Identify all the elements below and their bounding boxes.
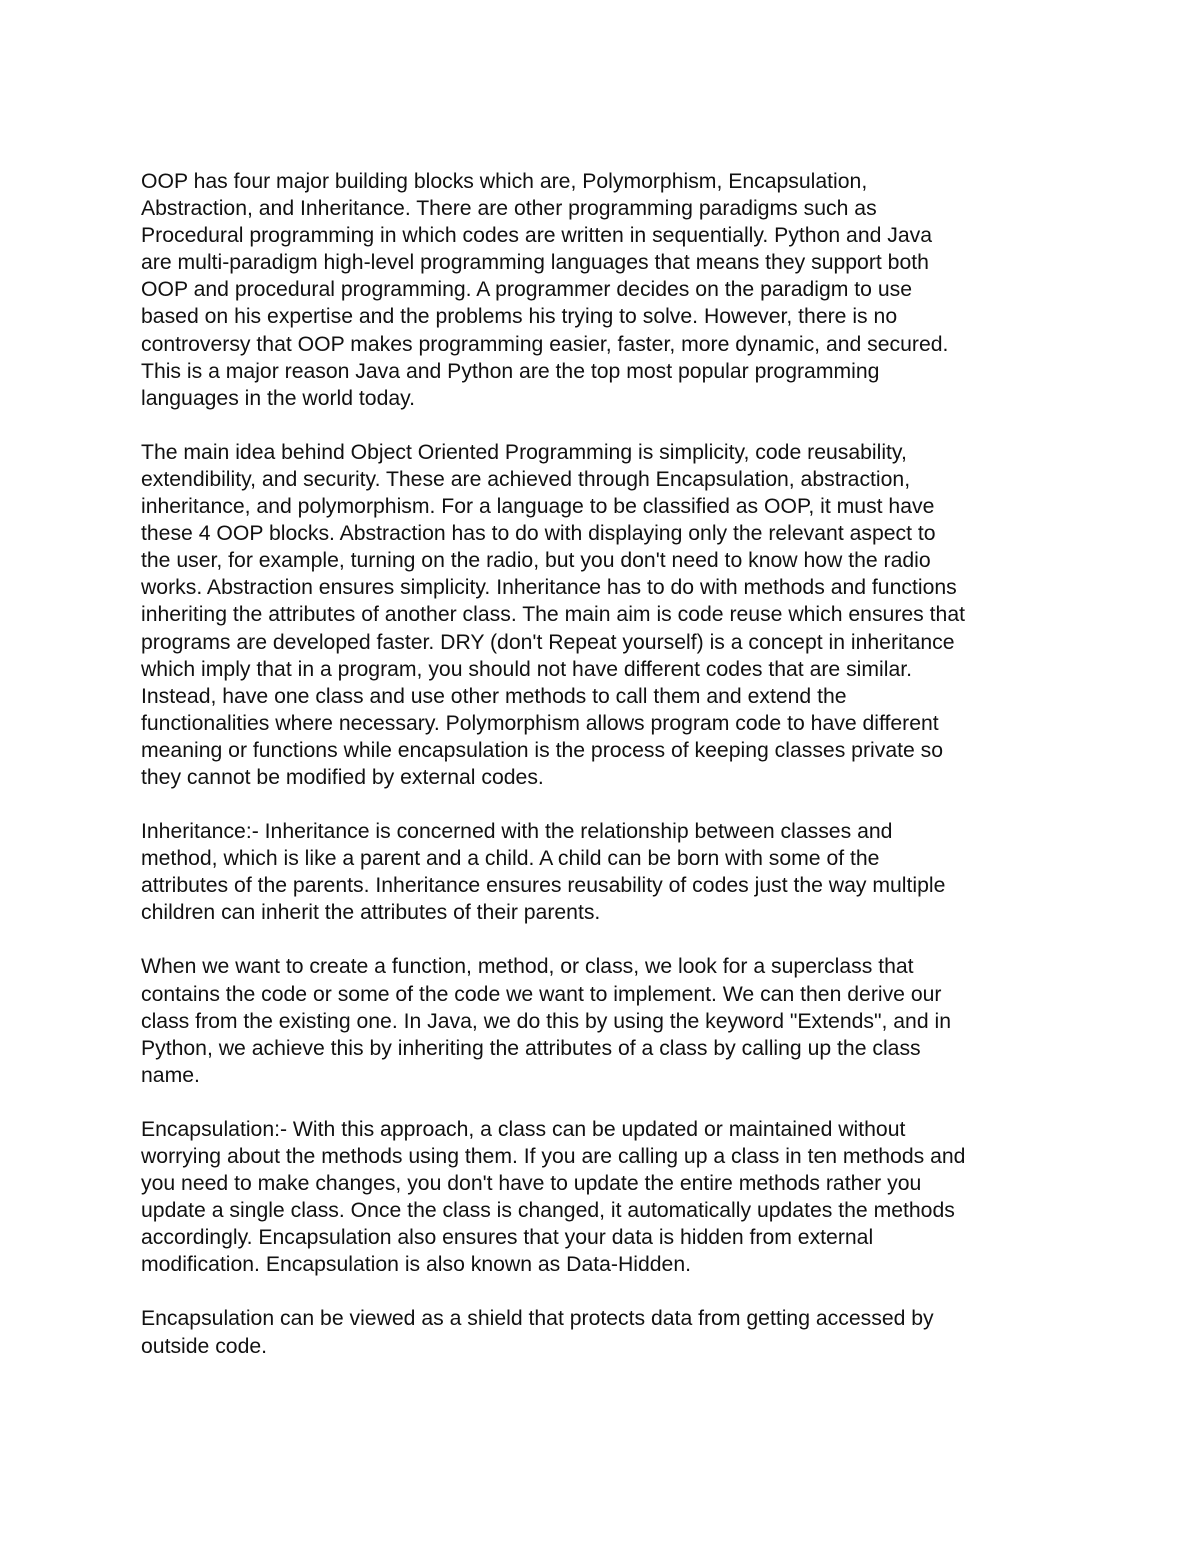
text-line: extendibility, and security. These are achieved through Encapsulation, abstraction, [141, 467, 911, 491]
text-line: children can inherit the attributes of their parents. [141, 901, 601, 925]
text-line: contains the code or some of the code we want to implement. We can then derive our [141, 982, 942, 1006]
text-line: controversy that OOP makes programming easier, faster, more dynamic, and secured. [141, 332, 949, 356]
text-line: Instead, have one class and use other methods to call them and extend the [141, 684, 847, 708]
text-line: worrying about the methods using them. If you are calling up a class in ten methods and [141, 1145, 966, 1168]
paragraph-main-idea [141, 439, 1071, 791]
text-line: meaning or functions while encapsulation is the process of keeping classes private so [141, 738, 944, 762]
text-line: class from the existing one. In Java, we do this by using the keyword "Extends", and in [141, 1009, 951, 1033]
text-line: are multi-paradigm high-level programming languages that means they support both [141, 251, 929, 275]
text-line: based on his expertise and the problems his trying to solve. However, there is no [141, 305, 898, 329]
text-line: inheriting the attributes of another class. The main aim is code reuse which ensures that [141, 603, 966, 627]
text-line: inheritance, and polymorphism. For a language to be classified as OOP, it must have [141, 495, 935, 519]
paragraph-superclass [141, 953, 1071, 1088]
text-line: the user, for example, turning on the radio, but you don't need to know how the radio [141, 549, 931, 573]
document-body [141, 168, 1071, 1387]
text-line: outside code. [141, 1334, 268, 1358]
text-line: accordingly. Encapsulation also ensures that your data is hidden from external [141, 1226, 874, 1250]
text-line: works. Abstraction ensures simplicity. Inheritance has to do with methods and functions [141, 576, 957, 600]
text-line: Encapsulation:- With this approach, a class can be updated or maintained without [141, 1117, 906, 1141]
text-line: method, which is like a parent and a child. A child can be born with some of the [141, 847, 880, 871]
text-line: functionalities where necessary. Polymorphism allows program code to have different [141, 711, 939, 735]
paragraph-inheritance [141, 818, 1071, 926]
text-line: modification. Encapsulation is also known as Data-Hidden. [141, 1253, 691, 1277]
text-line: attributes of the parents. Inheritance ensures reusability of codes just the way multiple [141, 874, 946, 898]
text-line: Procedural programming in which codes are written in sequentially. Python and Java [141, 224, 933, 248]
text-line: programs are developed faster. DRY (don't Repeat yourself) is a concept in inheritance [141, 630, 955, 654]
text-line: OOP and procedural programming. A programmer decides on the paradigm to use [141, 278, 913, 302]
text-line: Inheritance:- Inheritance is concerned with the relationship between classes and [141, 820, 893, 844]
text-line: Abstraction, and Inheritance. There are other programming paradigms such as [141, 197, 877, 221]
text-line: these 4 OOP blocks. Abstraction has to do with displaying only the relevant aspect to [141, 522, 936, 546]
text-line: The main idea behind Object Oriented Programming is simplicity, code reusability, [141, 440, 907, 464]
text-line: they cannot be modified by external codes. [141, 765, 544, 789]
text-line: which imply that in a program, you should not have different codes that are similar. [141, 657, 913, 681]
paragraph-oop-overview [141, 168, 1071, 412]
text-line: OOP has four major building blocks which are, Polymorphism, Encapsulation, [141, 170, 868, 193]
paragraph-encapsulation [141, 1116, 1071, 1279]
text-line: name. [141, 1063, 200, 1087]
text-line: languages in the world today. [141, 386, 416, 410]
text-line: This is a major reason Java and Python are the top most popular programming [141, 359, 880, 383]
text-line: update a single class. Once the class is changed, it automatically updates the methods [141, 1199, 955, 1223]
text-line: Encapsulation can be viewed as a shield that protects data from getting accessed by [141, 1307, 934, 1331]
text-line: you need to make changes, you don't have to update the entire methods rather you [141, 1172, 922, 1196]
text-line: When we want to create a function, method, or class, we look for a superclass that [141, 955, 914, 979]
paragraph-shield [141, 1305, 1071, 1359]
text-line: Python, we achieve this by inheriting the attributes of a class by calling up the class [141, 1036, 921, 1060]
